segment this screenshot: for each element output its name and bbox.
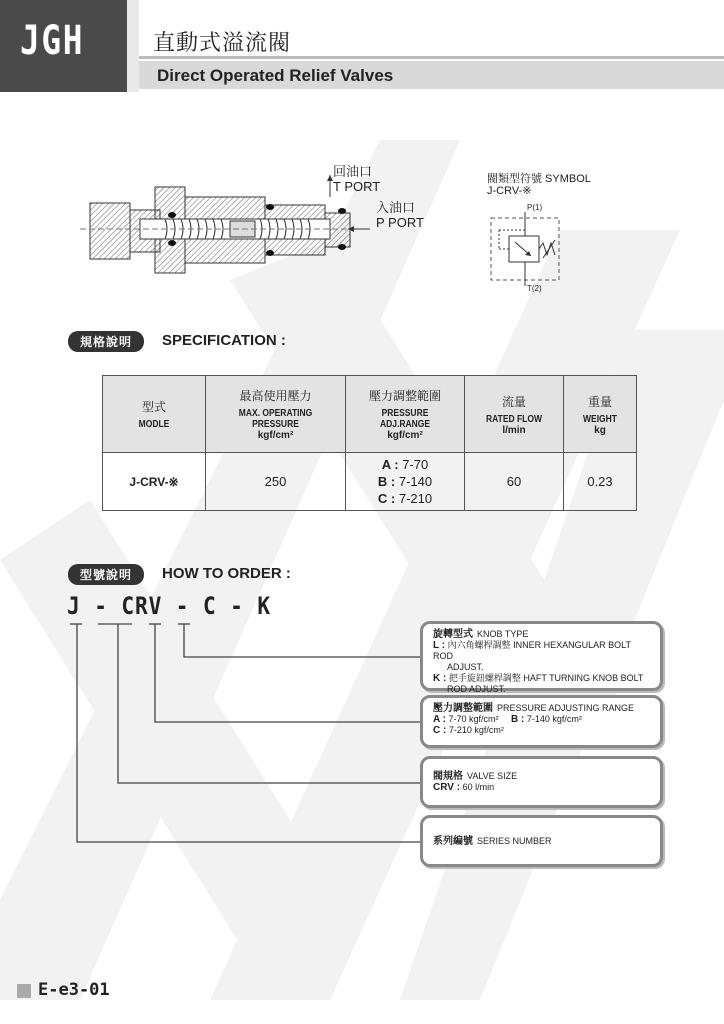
spec-cell-rated-flow: 60 <box>465 453 564 511</box>
spec-cell-weight: 0.23 <box>564 453 637 511</box>
page-title-chinese: 直動式溢流閥 <box>153 30 292 55</box>
spec-cell-pressure-range: A : 7-70 B : 7-140 C : 7-210 <box>346 453 465 511</box>
spec-cell-max-pressure: 250 <box>206 453 346 511</box>
order-box-valve-size: 閥規格 VALVE SIZE CRV : 60 l/min <box>420 756 663 808</box>
symbol-model: J-CRV-※ <box>487 185 532 197</box>
company-logo: JGH <box>20 18 85 64</box>
spec-heading: SPECIFICATION : <box>162 332 286 349</box>
order-box-series-number: 系列編號 SERIES NUMBER <box>420 815 663 867</box>
order-box-pressure-range: 壓力調整範圍 PRESSURE ADJUSTING RANGE A : 7-70 kgf/cm² B : 7-140 kgf/cm² C : 7-210 kgf/cm² <box>420 695 663 748</box>
spec-header-pressure-range: 壓力調整範圍 PRESSURE ADJ.RANGE kgf/cm² <box>346 376 465 453</box>
page-number-marker <box>17 984 31 998</box>
symbol-p-label: P(1) <box>527 203 543 212</box>
symbol-t-label: T(2) <box>527 284 542 293</box>
order-badge: 型號說明 <box>68 564 144 585</box>
spec-header-model: 型式 MODLE <box>103 376 206 453</box>
symbol-label: 閥類型符號 SYMBOL <box>487 173 591 185</box>
p-port-label-en: P PORT <box>376 215 424 230</box>
t-port-label-en: T PORT <box>333 179 381 194</box>
spec-header-weight: 重量 WEIGHT kg <box>564 376 637 453</box>
spec-header-max-pressure: 最高使用壓力 MAX. OPERATING PRESSURE kgf/cm² <box>206 376 346 453</box>
t-port-label-cn: 回油口 <box>333 164 373 179</box>
p-port-label-cn: 入油口 <box>376 200 416 215</box>
order-heading: HOW TO ORDER : <box>162 565 291 582</box>
spec-badge: 規格說明 <box>68 331 144 352</box>
spec-cell-model: J-CRV-※ <box>103 453 206 511</box>
order-code: J - CRV - C - K <box>67 592 271 620</box>
page-number: E-e3-01 <box>38 980 110 1000</box>
page-title-english: Direct Operated Relief Valves <box>157 66 394 85</box>
order-box-knob-type: 旋轉型式 KNOB TYPE L : 內六角螺桿調整 INNER HEXANGULAR BOLT ROD ADJUST. K : 把手旋鈕螺桿調整 HAFT TURNING KNOB BOLT ROD ADJUST. <box>420 621 663 691</box>
spec-header-rated-flow: 流量 RATED FLOW l/min <box>465 376 564 453</box>
